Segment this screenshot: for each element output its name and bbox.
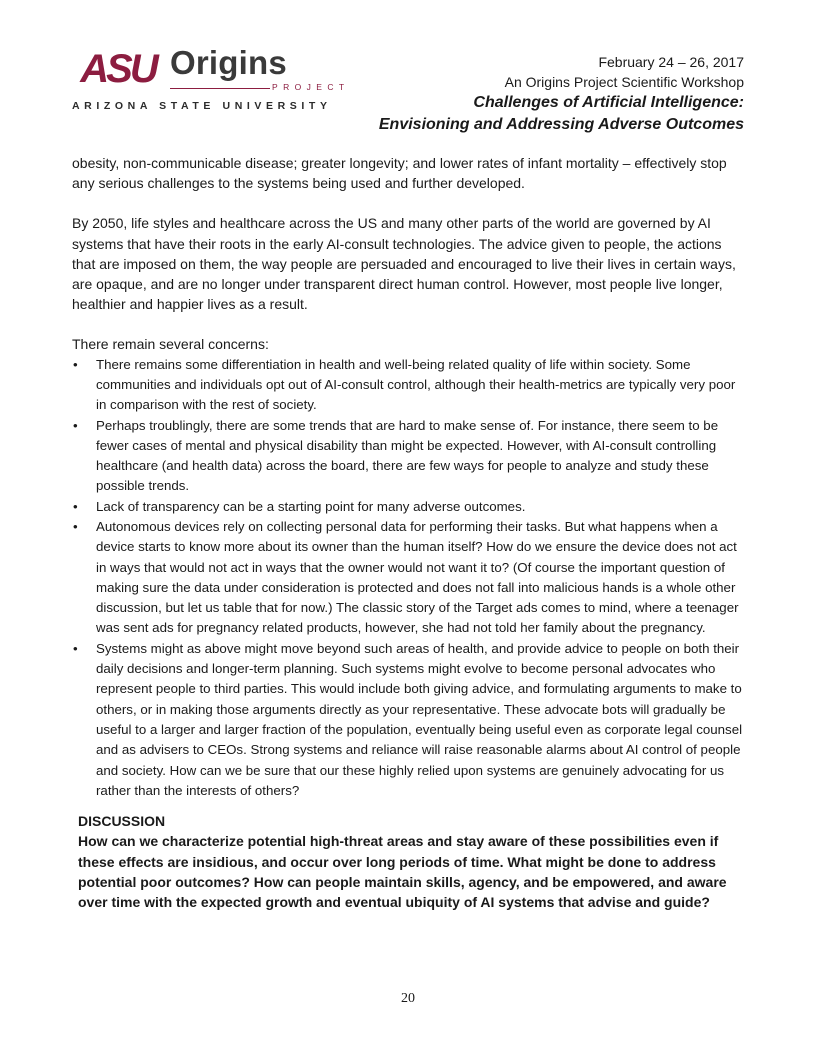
- body-paragraph: By 2050, life styles and healthcare across the US and many other parts of the world are governed by AI systems that have their roots in the early AI-consult technologies. The advice given to people, the actions that are imposed on them, the way people are persuaded and encouraged to live their lives in certain ways, are opaque, and are no longer under transparent direct human control. However, most people live longer, healthier and happier lives as a result.: [72, 215, 736, 313]
- workshop-title-line1: Challenges of Artificial Intelligence:: [473, 94, 744, 111]
- page-number: 20: [401, 991, 415, 1006]
- logo-university-name: ARIZONA STATE UNIVERSITY: [72, 100, 332, 112]
- bullet-icon: •: [73, 498, 78, 514]
- list-item-text: Systems might as above might move beyond such areas of health, and provide advice to people on both their daily decisions and longer-term planning. Such systems might evolve to become personal advocates who represent people to third parties. This would include both giving advice, and formulating arguments to make to others, or in making those arguments directly as your representative. These advocate bots will gradually be useful to a larger and larger fraction of the population, eventually being useful even as corporate legal counsel and as advisers to CEOs. Strong systems and reliance will raise reasonable alarms about AI control of people and society. How can we be sure that our these highly relied upon systems are genuinely advocating for us rather than the interests of others?: [96, 640, 743, 798]
- list-item: [72, 517, 748, 639]
- discussion-text: How can we characterize potential high-threat areas and stay aware of these possibilities even if these effects are insidious, and occur over long periods of time. What might be done to address potential poor outcomes? How can people maintain skills, agency, and be empowered, and aware over time with the expected growth and eventual ubiquity of AI systems that advise and guide?: [78, 833, 727, 911]
- list-item: [72, 639, 748, 801]
- asu-origins-logo: [72, 44, 350, 112]
- bullet-icon: •: [73, 417, 78, 433]
- list-item: [72, 416, 748, 497]
- list-item-text: Autonomous devices rely on collecting personal data for performing their tasks. But what happens when a device starts to know more about its owner than the human itself? How do we ensure the device does not act in ways that would not act in ways that the owner would not want it to? (Of course the important question of making sure the data under consideration is protected and does not fall into malicious hands is a whole other discussion, but let us table that for now.) The classic story of the Target ads comes to mind, where a teenager was sent ads for pregnancy related products, however, she had not told her family about the pregnancy.: [96, 519, 739, 636]
- list-item: [72, 355, 748, 416]
- discussion-section: [78, 811, 748, 912]
- list-item-text: Perhaps troublingly, there are some trends that are hard to make sense of. For instance, there seem to be fewer cases of mental and physical disability than might be expected. However, with AI-consult controlling healthcare (and health data) across the board, there are few ways for people to analyze and study these possible trends.: [96, 417, 719, 494]
- workshop-type: An Origins Project Scientific Workshop: [504, 74, 744, 90]
- discussion-heading: DISCUSSION: [78, 813, 166, 830]
- concerns-list: [72, 355, 748, 802]
- page-body: [72, 153, 748, 913]
- body-paragraph: obesity, non-communicable disease; greater longevity; and lower rates of infant mortality – effectively stop any serious challenges to the systems being used and further developed.: [72, 155, 727, 192]
- bullet-icon: •: [73, 519, 78, 534]
- workshop-header: [324, 52, 744, 136]
- list-item-text: There remains some differentiation in health and well-being related quality of life within society. Some communities and individuals opt out of AI-consult control, although their health-metrics are typically very poor in comparison with the rest of society.: [96, 356, 736, 413]
- logo-divider: [170, 88, 270, 89]
- logo-origins-word: Origins: [170, 44, 287, 81]
- workshop-title-line2: Envisioning and Addressing Adverse Outcomes: [378, 116, 744, 133]
- logo-project-word: PROJECT: [272, 82, 350, 92]
- bullet-icon: •: [73, 356, 78, 372]
- svg-text:ASU: ASU: [80, 48, 156, 86]
- list-item-text: Lack of transparency can be a starting point for many adverse outcomes.: [96, 498, 526, 514]
- asu-logo-mark: [72, 48, 164, 86]
- bullet-icon: •: [73, 640, 78, 656]
- list-item: [72, 497, 748, 517]
- concerns-intro: There remain several concerns:: [72, 336, 269, 353]
- workshop-dates: February 24 – 26, 2017: [598, 54, 744, 70]
